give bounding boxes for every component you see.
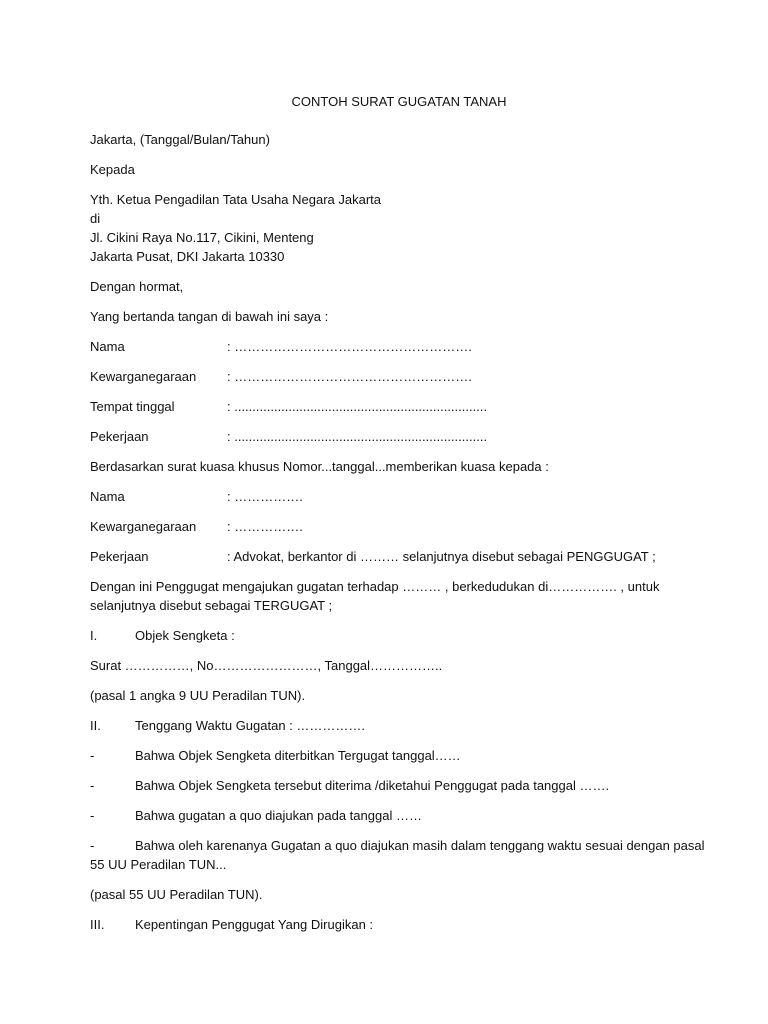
surat-line: Surat ……………, No……………………, Tanggal……………..	[90, 658, 443, 673]
bullet-text: Bahwa Objek Sengketa diterbitkan Tergugat tanggal……	[135, 748, 461, 763]
bullet-dash: -	[90, 748, 95, 763]
kepada-line: Kepada	[90, 162, 135, 177]
greeting: Dengan hormat,	[90, 279, 184, 294]
section-title: Kepentingan Penggugat Yang Dirugikan :	[135, 917, 374, 932]
pasal-reference: (pasal 55 UU Peradilan TUN).	[90, 887, 263, 902]
pasal-reference: (pasal 1 angka 9 UU Peradilan TUN).	[90, 688, 306, 703]
plaintiff-field-row	[90, 337, 708, 356]
bullet-dash: -	[90, 838, 95, 853]
lawsuit-paragraph: Dengan ini Penggugat mengajukan gugatan terhadap ……… , berkedudukan di……………. , untuk selanjutnya disebut sebagai TERGUGAT ;	[90, 579, 660, 613]
section-title: Objek Sengketa :	[135, 628, 235, 643]
plaintiff-field-row	[90, 367, 708, 386]
field-label: Nama	[90, 339, 125, 354]
section-number: III.	[90, 917, 105, 932]
field-label: Kewarganegaraan	[90, 369, 197, 384]
address-line: di	[90, 211, 101, 226]
bullet-text: Bahwa Objek Sengketa tersebut diterima /diketahui Penggugat pada tanggal …….	[135, 778, 610, 793]
bullet-text: Bahwa gugatan a quo diajukan pada tanggal ……	[135, 808, 422, 823]
section-heading	[90, 716, 708, 735]
recipient-address	[90, 190, 708, 266]
attorney-field-row	[90, 517, 708, 536]
attorney-field-row	[90, 547, 708, 566]
section-heading	[90, 626, 708, 645]
bullet-text: Bahwa oleh karenanya Gugatan a quo diajukan masih dalam tenggang waktu sesuai dengan pasal 55 UU Peradilan TUN...	[90, 838, 705, 872]
address-line: Jakarta Pusat, DKI Jakarta 10330	[90, 249, 285, 264]
date-line: Jakarta, (Tanggal/Bulan/Tahun)	[90, 132, 270, 147]
field-label: Tempat tinggal	[90, 399, 175, 414]
field-label: Kewarganegaraan	[90, 519, 197, 534]
field-label: Pekerjaan	[90, 429, 149, 444]
document-title: CONTOH SURAT GUGATAN TANAH	[291, 94, 507, 109]
section-number: II.	[90, 718, 101, 733]
section-heading	[90, 915, 708, 934]
section-number: I.	[90, 628, 98, 643]
address-line: Yth. Ketua Pengadilan Tata Usaha Negara Jakarta	[90, 192, 382, 207]
bullet-dash: -	[90, 808, 95, 823]
field-value: : Advokat, berkantor di ……… selanjutnya disebut sebagai PENGGUGAT ;	[227, 549, 656, 564]
plaintiff-field-row	[90, 397, 708, 416]
bullet-item	[90, 776, 708, 795]
bullet-item	[90, 806, 708, 825]
field-value: : …………….	[227, 519, 303, 534]
field-label: Nama	[90, 489, 125, 504]
field-value: : ……………………………………………….	[227, 339, 472, 354]
bullet-item	[90, 836, 708, 874]
attorney-field-row	[90, 487, 708, 506]
field-value: : ......................................................................	[227, 429, 488, 444]
intro-line: Yang bertanda tangan di bawah ini saya :	[90, 309, 329, 324]
field-value: : …………….	[227, 489, 303, 504]
field-value: : ......................................................................	[227, 399, 488, 414]
power-of-attorney-line: Berdasarkan surat kuasa khusus Nomor...tanggal...memberikan kuasa kepada :	[90, 459, 549, 474]
plaintiff-field-row	[90, 427, 708, 446]
field-label: Pekerjaan	[90, 549, 149, 564]
address-line: Jl. Cikini Raya No.117, Cikini, Menteng	[90, 230, 314, 245]
bullet-dash: -	[90, 778, 95, 793]
section-title: Tenggang Waktu Gugatan : …………….	[135, 718, 366, 733]
field-value: : ……………………………………………….	[227, 369, 472, 384]
bullet-item	[90, 746, 708, 765]
